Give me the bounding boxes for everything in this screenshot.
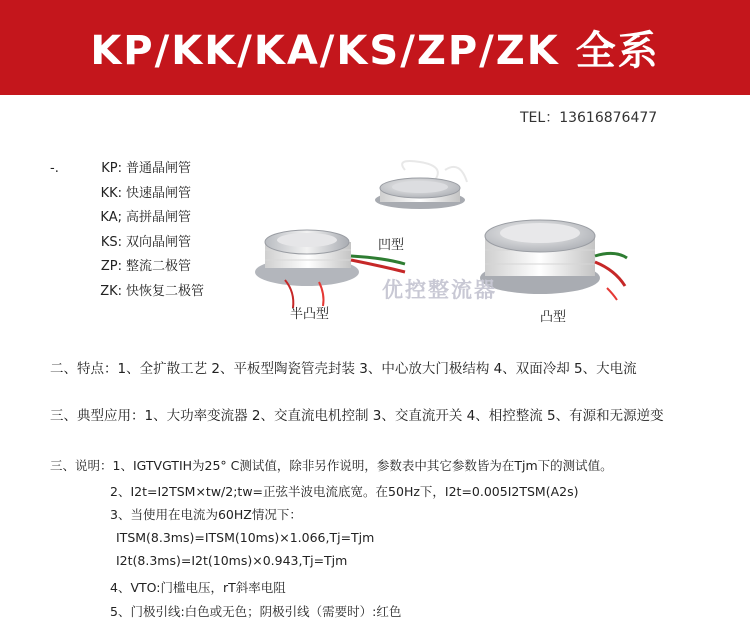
- note-3a: ITSM(8.3ms)=ITSM(10ms)×1.066,Tj=Tjm: [116, 530, 375, 545]
- concave-thyristor: [375, 161, 467, 209]
- type-code: KA;: [100, 210, 122, 225]
- note-5: 5、门极引线:白色或无色；阴极引线（需要时）:红色: [110, 604, 402, 619]
- type-name: 普通晶闸管: [126, 161, 192, 176]
- caption-concave: 凹型: [378, 238, 405, 253]
- telephone: TEL：13616876477: [520, 110, 658, 126]
- list-item: [50, 280, 204, 305]
- title-banner: [0, 0, 750, 95]
- type-code: KK:: [100, 185, 122, 201]
- type-code: ZP:: [100, 259, 122, 274]
- note-4: 4、VTO:门槛电压，rT斜率电阻: [110, 580, 286, 595]
- type-list: [50, 157, 204, 304]
- type-code: ZK:: [100, 283, 122, 299]
- note-1: 三、说明：1、IGTVGTIH为25° C测试值，除非另作说明，参数表中其它参数皆为在Tjm下的测试值。: [50, 458, 613, 473]
- type-name: 快速晶闸管: [126, 185, 192, 201]
- type-name: 快恢复二极管: [126, 283, 205, 299]
- list-item: [50, 231, 204, 256]
- page-title: KP/KK/KA/KS/ZP/ZK 全系: [90, 28, 660, 74]
- watermark: 优控整流器: [382, 278, 497, 302]
- caption-convex: 凸型: [540, 310, 567, 325]
- list-item: [50, 255, 204, 280]
- type-name: 双向晶闸管: [126, 234, 192, 250]
- convex-thyristor: [480, 220, 627, 300]
- type-name: 高拼晶闸管: [126, 210, 192, 225]
- note-2: 2、I2t=I2TSM×tw/2;tw=正弦半波电流底宽。在50Hz下，I2t=0.005I2TSM(A2s): [110, 484, 579, 499]
- type-name: 整流二极管: [126, 259, 192, 274]
- type-code: KP:: [101, 161, 122, 176]
- applications-line: 三、典型应用：1、大功率变流器 2、交直流电机控制 3、交直流开关 4、相控整流 5、有源和无源逆变: [50, 408, 664, 424]
- section-number: -.: [50, 161, 59, 176]
- list-item: [50, 157, 204, 182]
- note-3b: I2t(8.3ms)=I2t(10ms)×0.943,Tj=Tjm: [116, 553, 348, 568]
- list-item: [50, 182, 204, 207]
- type-code: KS:: [100, 234, 122, 250]
- note-3: 3、当使用在电流为60HZ情况下：: [110, 507, 302, 522]
- list-item: [50, 206, 204, 231]
- features-line: 二、特点：1、全扩散工艺 2、平板型陶瓷管壳封装 3、中心放大门极结构 4、双面冷却 5、大电流: [50, 361, 637, 377]
- caption-half-convex: 半凸型: [290, 307, 330, 322]
